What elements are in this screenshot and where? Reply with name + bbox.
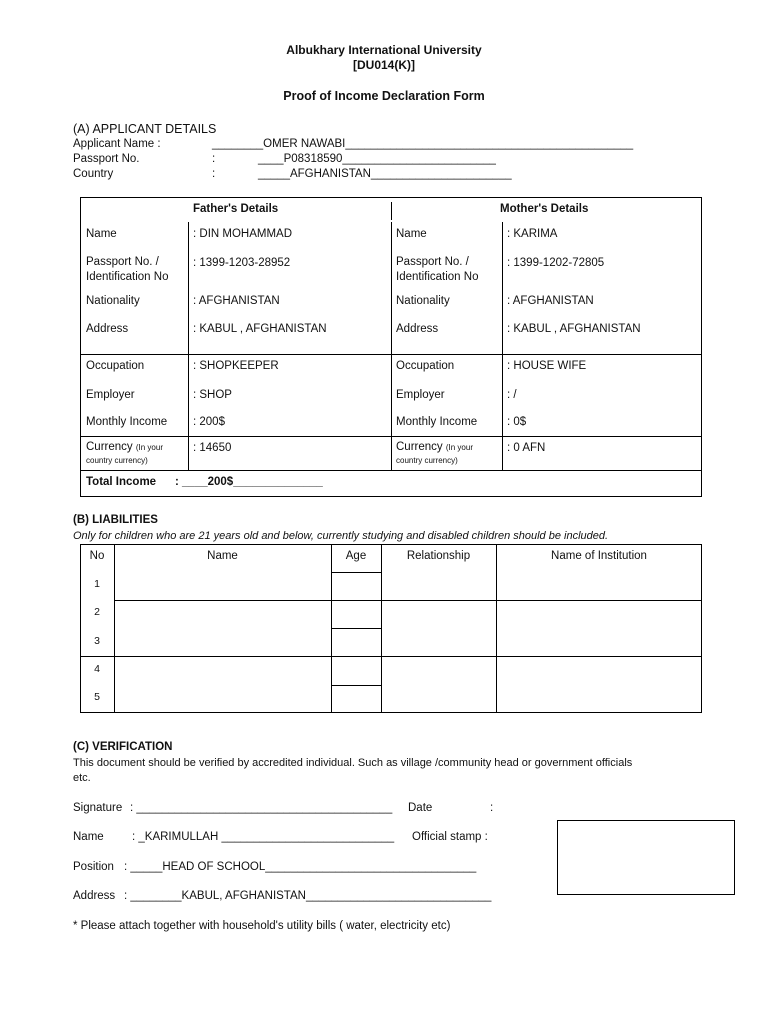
currency-label-text: Currency: [86, 441, 133, 453]
table-line: [391, 354, 392, 470]
father-employer-label: Employer: [86, 389, 135, 401]
father-currency-value: : 14650: [193, 442, 232, 454]
row-number: 2: [94, 606, 100, 618]
signature-label: Signature: [73, 802, 123, 814]
mother-employer-label: Employer: [396, 389, 445, 401]
col-header-name: Name: [207, 550, 238, 562]
table-line: [80, 656, 702, 657]
father-address-value: : KABUL , AFGHANISTAN: [193, 323, 327, 335]
father-address-label: Address: [86, 323, 129, 335]
father-passport-value: : 1399-1203-28952: [193, 257, 291, 269]
mother-occupation-label: Occupation: [396, 360, 455, 372]
official-stamp-label: Official stamp :: [412, 831, 488, 843]
mother-currency-note-2: country currency): [396, 456, 458, 465]
father-name-value: : DIN MOHAMMAD: [193, 228, 293, 240]
table-line: [114, 600, 702, 601]
mother-currency-label: [396, 441, 473, 453]
applicant-passport-colon: :: [212, 153, 216, 165]
verification-description: This document should be verified by accredited individual. Such as village /community head or government officials: [73, 757, 633, 769]
verification-section-title: (C) VERIFICATION: [73, 741, 173, 753]
col-header-no: No: [89, 550, 105, 562]
father-income-label: Monthly Income: [86, 416, 168, 428]
mother-employer-value: : /: [507, 389, 517, 401]
applicant-name-label: Applicant Name :: [73, 138, 161, 150]
applicant-country-label: Country: [73, 168, 114, 180]
father-passport-label-2: Identification No: [86, 271, 169, 283]
applicant-passport-label: Passport No.: [73, 153, 140, 165]
row-number: 5: [94, 691, 100, 703]
address-value: : ________KABUL, AFGHANISTAN_____________________________: [124, 890, 492, 902]
mother-name-value: : KARIMA: [507, 228, 558, 240]
applicant-section-title: (A) APPLICANT DETAILS: [73, 122, 217, 136]
table-line: [502, 354, 503, 470]
father-nationality-value: : AFGHANISTAN: [193, 295, 280, 307]
header-divider: [391, 202, 392, 220]
position-label: Position: [73, 861, 114, 873]
mother-passport-value: : 1399-1202-72805: [507, 257, 605, 269]
mother-nationality-label: Nationality: [396, 295, 450, 307]
address-label: Address: [73, 890, 116, 902]
col-header-age: Age: [345, 550, 367, 562]
form-code: [DU014(K)]: [352, 58, 415, 72]
signature-line: : ________________________________________: [130, 802, 393, 814]
father-income-value: : 200$: [193, 416, 225, 428]
liabilities-section-title: (B) LIABILITIES: [73, 514, 158, 526]
currency-label-text: Currency: [396, 441, 443, 453]
table-line: [496, 544, 497, 713]
verifier-name-value: : _KARIMULLAH ___________________________: [132, 831, 395, 843]
mother-currency-value: : 0 AFN: [507, 442, 546, 454]
father-currency-note-2: country currency): [86, 456, 148, 465]
table-line: [80, 354, 702, 355]
liabilities-note: Only for children who are 21 years old and below, currently studying and disabled children should be included.: [73, 530, 609, 542]
col-header-relationship: Relationship: [406, 550, 471, 562]
verifier-name-label: Name: [73, 831, 104, 843]
father-currency-label: [86, 441, 163, 453]
position-value: : _____HEAD OF SCHOOL_________________________________: [124, 861, 477, 873]
footnote: * Please attach together with household's utility bills ( water, electricity etc): [73, 920, 451, 932]
currency-note-1: (In your: [445, 443, 473, 452]
form-title: Proof of Income Declaration Form: [283, 89, 485, 103]
row-number: 4: [94, 663, 100, 675]
currency-note-1: (In your: [135, 443, 163, 452]
applicant-country-value: _____AFGHANISTAN______________________: [258, 168, 512, 180]
table-line: [188, 354, 189, 470]
official-stamp-box: [557, 820, 735, 895]
table-line: [188, 222, 189, 354]
col-header-institution: Name of Institution: [551, 550, 647, 562]
table-line: [331, 685, 381, 686]
date-label: Date: [408, 802, 433, 814]
row-number: 1: [94, 578, 100, 590]
total-income-label: Total Income: [86, 476, 157, 488]
mother-nationality-value: : AFGHANISTAN: [507, 295, 594, 307]
liabilities-table: [80, 544, 702, 713]
applicant-country-colon: :: [212, 168, 216, 180]
applicant-passport-value: ____P08318590________________________: [258, 153, 496, 165]
mother-address-label: Address: [396, 323, 439, 335]
table-line: [331, 572, 381, 573]
table-line: [391, 222, 392, 354]
mother-details-header: Mother's Details: [500, 203, 589, 215]
mother-occupation-value: : HOUSE WIFE: [507, 360, 587, 372]
table-line: [331, 628, 381, 629]
mother-address-value: : KABUL , AFGHANISTAN: [507, 323, 641, 335]
total-income-value: : ____200$______________: [175, 476, 323, 488]
table-line: [502, 222, 503, 354]
mother-income-label: Monthly Income: [396, 416, 478, 428]
date-colon: :: [490, 802, 494, 814]
father-nationality-label: Nationality: [86, 295, 140, 307]
table-line: [381, 544, 382, 713]
father-details-header: Father's Details: [193, 203, 279, 215]
mother-name-label: Name: [396, 228, 427, 240]
row-number: 3: [94, 635, 100, 647]
mother-passport-label-2: Identification No: [396, 271, 479, 283]
mother-income-value: : 0$: [507, 416, 527, 428]
applicant-name-value: ________OMER NAWABI_____________________________________________: [212, 138, 634, 150]
father-occupation-label: Occupation: [86, 360, 145, 372]
father-employer-value: : SHOP: [193, 389, 232, 401]
father-name-label: Name: [86, 228, 117, 240]
verification-description-2: etc.: [73, 772, 91, 784]
table-line: [80, 436, 702, 437]
table-line: [114, 544, 115, 713]
father-occupation-value: : SHOPKEEPER: [193, 360, 279, 372]
father-passport-label: Passport No. /: [86, 256, 159, 268]
table-line: [80, 470, 702, 471]
mother-passport-label: Passport No. /: [396, 256, 469, 268]
university-name: Albukhary International University: [286, 43, 482, 57]
